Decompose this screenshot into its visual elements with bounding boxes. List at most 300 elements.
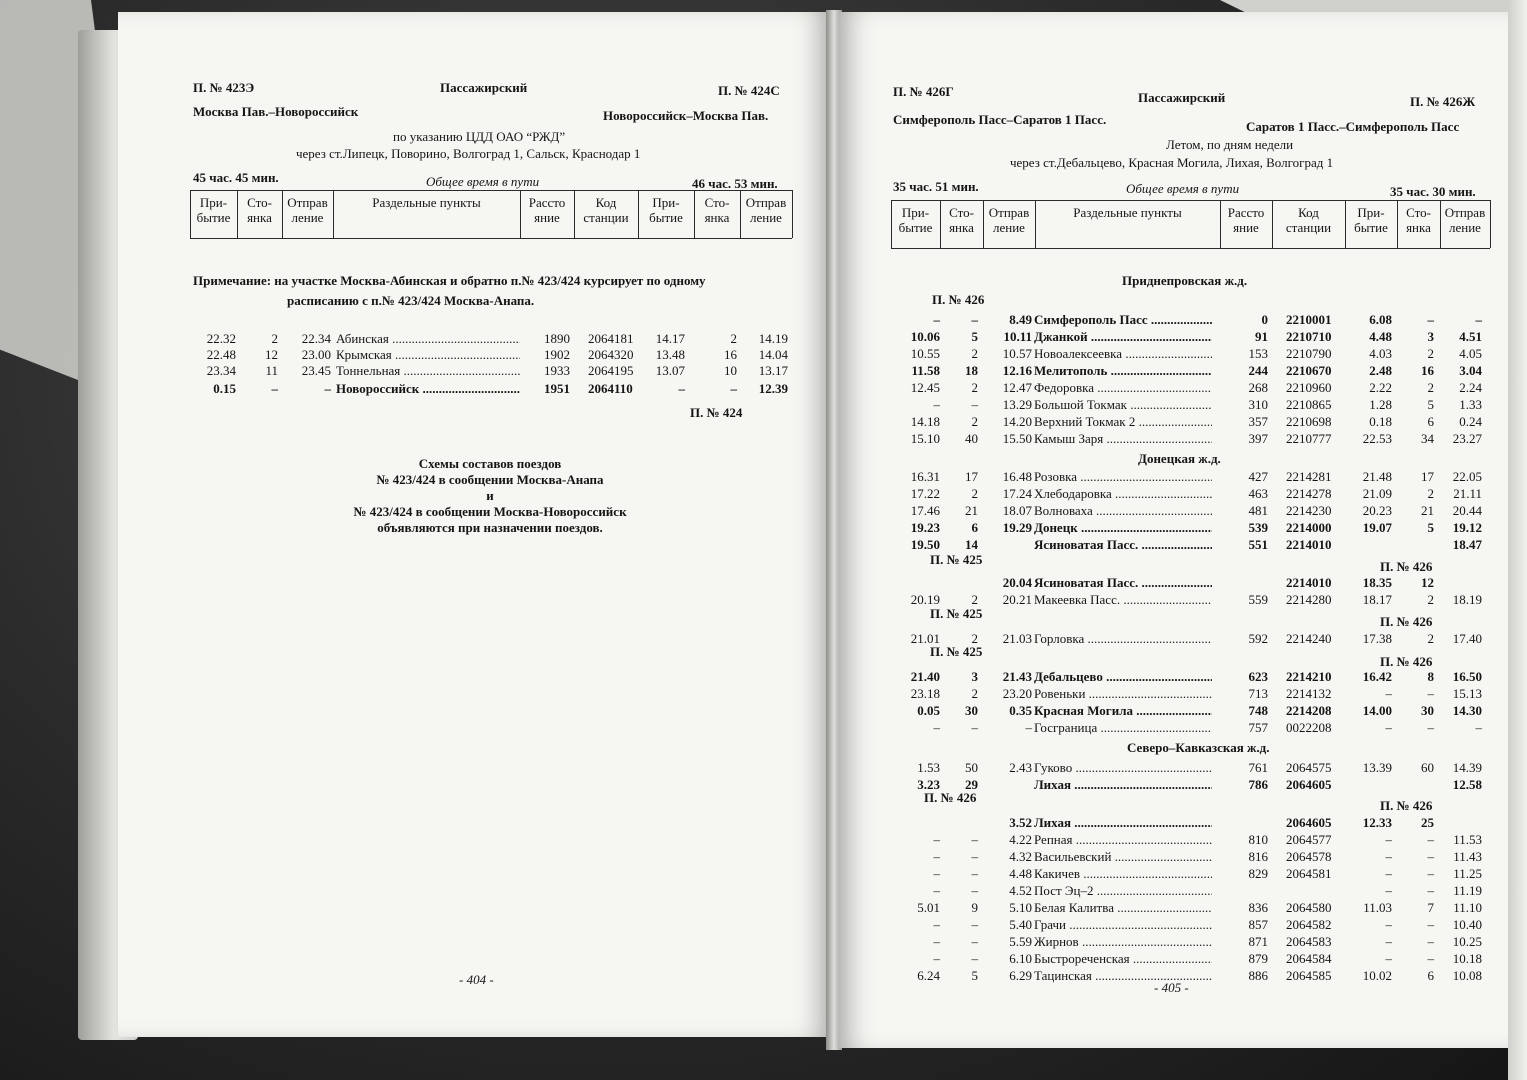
distance: 1890	[544, 331, 570, 346]
page-number-right: - 405 -	[1154, 980, 1189, 995]
departure-time-return: 16.50	[1452, 669, 1482, 684]
departure-time-return: 14.30	[1452, 703, 1482, 718]
travel-time-left: 35 час. 51 мин.	[893, 179, 979, 194]
train-label: П. № 426	[1380, 654, 1433, 669]
arrival-time-return: 16.42	[1362, 669, 1392, 684]
station-name: Розовка .....	[1034, 469, 1212, 484]
departure-time: 23.45	[301, 363, 331, 378]
arrival-time-return: 2.22	[1369, 380, 1392, 395]
departure-time-return: –	[1475, 720, 1482, 735]
arrival-time: 23.34	[206, 363, 236, 378]
header-divider	[333, 190, 334, 238]
arrival-time: 20.19	[910, 592, 940, 607]
station-name: Ясиноватая Пасс. .....	[1034, 537, 1212, 552]
station-name: Донецк .....	[1034, 520, 1212, 535]
column-header: Сто-янка	[704, 195, 730, 225]
station-code: 2210670	[1286, 363, 1332, 378]
station-code: 2214230	[1286, 503, 1332, 518]
stop-duration-return: 8	[1427, 669, 1434, 684]
stop-duration: 21	[965, 503, 978, 518]
stop-duration-return: 7	[1427, 900, 1434, 915]
train-label: П. № 426	[1380, 559, 1433, 574]
arrival-time-return: –	[1385, 832, 1392, 847]
stop-duration: 2	[271, 331, 278, 346]
route-right: Новороссийск–Москва Пав.	[603, 108, 769, 123]
arrival-time-return: –	[1385, 934, 1392, 949]
column-header: Сто-янка	[949, 205, 974, 235]
stop-duration: –	[971, 934, 978, 949]
station-code: 2064578	[1286, 849, 1332, 864]
station-name: Лихая .....	[1034, 777, 1212, 792]
stop-duration-return: 2	[1427, 380, 1434, 395]
distance: 268	[1248, 380, 1268, 395]
arrival-time-return: 21.09	[1362, 486, 1392, 501]
distance: 559	[1248, 592, 1268, 607]
arrival-time: –	[933, 917, 940, 932]
station-name: Джанкой .....	[1034, 329, 1212, 344]
header-divider	[940, 200, 941, 248]
departure-time: 4.48	[1009, 866, 1032, 881]
remark-line-2: расписанию с п.№ 423/424 Москва-Анапа.	[287, 293, 535, 308]
station-name: Лихая .....	[1034, 815, 1212, 830]
stop-duration: –	[971, 917, 978, 932]
stop-duration-return: 30	[1421, 703, 1434, 718]
header-rule-top	[190, 190, 792, 191]
arrival-time-return: 17.38	[1362, 631, 1392, 646]
stop-duration-return: 17	[1421, 469, 1434, 484]
scheme-line-2: № 423/424 в сообщении Москва-Анапа	[376, 472, 604, 487]
departure-time-return: 10.18	[1452, 951, 1482, 966]
station-code: 2064605	[1286, 815, 1332, 830]
station-code: 2064581	[1286, 866, 1332, 881]
stop-duration-return: 6	[1427, 414, 1434, 429]
stop-duration: 2	[971, 346, 978, 361]
column-header: Отправ ление	[745, 195, 787, 225]
arrival-time: 11.58	[911, 363, 940, 378]
arrival-time: –	[933, 849, 940, 864]
departure-time: 18.07	[1002, 503, 1032, 518]
arrival-time: –	[933, 720, 940, 735]
stop-duration-return: 34	[1421, 431, 1434, 446]
departure-time-return: 19.12	[1452, 520, 1482, 535]
station-name: Хлебодаровка .....	[1034, 486, 1212, 501]
scheme-line-4: № 423/424 в сообщении Москва-Новороссийск	[353, 504, 627, 519]
header-divider	[1272, 200, 1273, 248]
scheme-line-1: Схемы составов поездов	[418, 456, 562, 471]
station-code: 2214240	[1286, 631, 1332, 646]
departure-time-return: 10.08	[1452, 968, 1482, 983]
station-code: 2210001	[1286, 312, 1332, 327]
arrival-time-return: –	[678, 381, 685, 396]
note-line-2: через ст.Липецк, Поворино, Волгоград 1, Сальск, Краснодар 1	[296, 146, 641, 161]
arrival-time-return: –	[1385, 866, 1392, 881]
stop-duration-return: –	[1427, 686, 1434, 701]
departure-time: 8.49	[1009, 312, 1032, 327]
arrival-time-return: 14.00	[1362, 703, 1392, 718]
station-code: 2210710	[1286, 329, 1332, 344]
header-rule-bottom	[190, 238, 792, 239]
arrival-time-return: 2.48	[1369, 363, 1392, 378]
departure-time-return: 11.43	[1453, 849, 1482, 864]
header-divider	[792, 190, 793, 238]
arrival-time-return: –	[1385, 720, 1392, 735]
departure-time: 5.59	[1009, 934, 1032, 949]
station-code: 2210698	[1286, 414, 1332, 429]
distance: 153	[1248, 346, 1268, 361]
station-name: Красная Могила .....	[1034, 703, 1212, 718]
station-code: 2064195	[588, 363, 634, 378]
departure-time: 5.40	[1009, 917, 1032, 932]
arrival-time-return: 19.07	[1362, 520, 1392, 535]
distance: 879	[1248, 951, 1268, 966]
stop-duration-return: 3	[1427, 329, 1434, 344]
arrival-time-return: 1.28	[1369, 397, 1392, 412]
stop-duration: –	[971, 832, 978, 847]
train-label: П. № 425	[930, 606, 983, 621]
travel-time-label: Общее время в пути	[1126, 181, 1240, 196]
distance: 463	[1248, 486, 1268, 501]
station-name: Пост Эц–2 .....	[1034, 883, 1212, 898]
arrival-time-return: 4.03	[1369, 346, 1392, 361]
arrival-time: –	[933, 951, 940, 966]
arrival-time: 21.01	[910, 631, 940, 646]
station-name: Новоалексеевка .....	[1034, 346, 1212, 361]
arrival-time-return: 21.48	[1362, 469, 1392, 484]
arrival-time: –	[933, 866, 940, 881]
arrival-time-return: 20.23	[1362, 503, 1392, 518]
column-header: Раздельные пункты	[372, 195, 481, 210]
stop-duration: 5	[971, 968, 978, 983]
stop-duration-return: –	[1427, 934, 1434, 949]
departure-time: 4.32	[1009, 849, 1032, 864]
distance: 1902	[544, 347, 570, 362]
distance: 0	[1261, 312, 1268, 327]
stop-duration-return: 5	[1427, 520, 1434, 535]
train-label: П. № 425	[930, 552, 983, 567]
station-code: 2210960	[1286, 380, 1332, 395]
header-divider	[638, 190, 639, 238]
arrival-time: 0.15	[213, 381, 236, 396]
departure-time-return: 11.53	[1453, 832, 1482, 847]
station-code: 2064110	[588, 381, 633, 396]
column-header: При-бытие	[1354, 205, 1388, 235]
arrival-time: –	[933, 832, 940, 847]
departure-time: 5.10	[1009, 900, 1032, 915]
arrival-time: 6.24	[917, 968, 940, 983]
travel-time-left: 45 час. 45 мин.	[193, 170, 279, 185]
stop-duration: 9	[971, 900, 978, 915]
column-header: Сто-янка	[1406, 205, 1431, 235]
arrival-time: –	[933, 934, 940, 949]
distance: 91	[1255, 329, 1268, 344]
arrival-time-return: –	[1385, 883, 1392, 898]
stop-duration-return: –	[1427, 883, 1434, 898]
departure-time: 21.43	[1002, 669, 1032, 684]
distance: 551	[1248, 537, 1268, 552]
departure-time-return: 0.24	[1459, 414, 1482, 429]
train-reference: П. № 424	[690, 405, 743, 420]
departure-time-return: 14.19	[758, 331, 788, 346]
arrival-time: –	[933, 312, 940, 327]
departure-time: 20.04	[1002, 575, 1032, 590]
header-divider	[891, 200, 892, 248]
arrival-time-return: –	[1385, 917, 1392, 932]
station-name: Госграница .....	[1034, 720, 1212, 735]
stop-duration: 12	[265, 347, 278, 362]
station-name: Абинская .....	[336, 331, 520, 346]
stop-duration: 40	[965, 431, 978, 446]
travel-time-right: 35 час. 30 мин.	[1390, 184, 1476, 199]
station-code: 2064582	[1286, 917, 1332, 932]
stop-duration: 2	[971, 414, 978, 429]
departure-time: 20.21	[1002, 592, 1032, 607]
column-header: Отправ ление	[988, 205, 1030, 235]
departure-time: 17.24	[1002, 486, 1032, 501]
section-donetskaya: Донецкая ж.д.	[1138, 451, 1221, 466]
arrival-time: 16.31	[910, 469, 940, 484]
train-category: Пассажирский	[440, 80, 528, 95]
stop-duration-return: –	[1427, 917, 1434, 932]
station-name: Крымская .....	[336, 347, 520, 362]
station-name: Жирнов .....	[1034, 934, 1212, 949]
distance: 1951	[544, 381, 570, 396]
stop-duration-return: –	[1427, 832, 1434, 847]
station-code: 2214010	[1286, 537, 1332, 552]
stop-duration-return: 10	[724, 363, 737, 378]
departure-time-return: –	[1475, 312, 1482, 327]
stop-duration: 29	[965, 777, 978, 792]
station-code: 2214210	[1286, 669, 1332, 684]
arrival-time-return: 10.02	[1362, 968, 1392, 983]
arrival-time: –	[933, 397, 940, 412]
station-name: Симферополь Пасс .....	[1034, 312, 1212, 327]
header-rule-top	[891, 200, 1490, 201]
arrival-time-return: 4.48	[1369, 329, 1392, 344]
distance: 397	[1248, 431, 1268, 446]
arrival-time-return: –	[1385, 951, 1392, 966]
page-edge-right	[1508, 0, 1527, 1080]
departure-time: 3.52	[1009, 815, 1032, 830]
departure-time-return: 14.04	[758, 347, 788, 362]
departure-time: 10.57	[1002, 346, 1032, 361]
departure-time-return: 23.27	[1452, 431, 1482, 446]
distance: 786	[1248, 777, 1268, 792]
stop-duration-return: 2	[1427, 592, 1434, 607]
station-name: Большой Токмак .....	[1034, 397, 1212, 412]
stop-duration-return: –	[730, 381, 737, 396]
station-code: 2064575	[1286, 760, 1332, 775]
station-name: Дебальцево .....	[1034, 669, 1212, 684]
stop-duration: 18	[965, 363, 978, 378]
arrival-time-return: 14.17	[655, 331, 685, 346]
departure-time: 19.29	[1002, 520, 1032, 535]
stop-duration: 30	[965, 703, 978, 718]
station-code: 2064605	[1286, 777, 1332, 792]
station-name: Федоровка .....	[1034, 380, 1212, 395]
departure-time-return: 10.40	[1452, 917, 1482, 932]
departure-time: 10.11	[1003, 329, 1032, 344]
station-code: 2064583	[1286, 934, 1332, 949]
departure-time: 22.34	[301, 331, 331, 346]
departure-time-return: 21.11	[1453, 486, 1482, 501]
arrival-time-return: 13.48	[655, 347, 685, 362]
train-number-right: П. № 424С	[718, 83, 780, 98]
station-code: 2064181	[588, 331, 634, 346]
arrival-time-return: –	[1385, 849, 1392, 864]
train-category: Пассажирский	[1138, 90, 1226, 105]
station-name: Тацинская .....	[1034, 968, 1212, 983]
station-code: 2214208	[1286, 703, 1332, 718]
arrival-time: 14.18	[910, 414, 940, 429]
scheme-line-5: объявляются при назначении поездов.	[377, 520, 603, 535]
stop-duration: 3	[971, 669, 978, 684]
column-header: Код станции	[583, 195, 629, 225]
stop-duration: 2	[971, 592, 978, 607]
distance: 592	[1248, 631, 1268, 646]
departure-time-return: 13.17	[758, 363, 788, 378]
stop-duration-return: 2	[1427, 486, 1434, 501]
stop-duration: –	[971, 397, 978, 412]
stop-duration: –	[271, 381, 278, 396]
header-divider	[282, 190, 283, 238]
distance: 623	[1248, 669, 1268, 684]
departure-time: 2.43	[1009, 760, 1032, 775]
departure-time-return: 11.10	[1453, 900, 1482, 915]
departure-time-return: 11.19	[1453, 883, 1482, 898]
stop-duration: 2	[971, 631, 978, 646]
travel-time-label: Общее время в пути	[426, 174, 540, 189]
station-code: 2214281	[1286, 469, 1332, 484]
stop-duration-return: –	[1427, 312, 1434, 327]
train-number-right: П. № 426Ж	[1410, 94, 1476, 109]
distance: 481	[1248, 503, 1268, 518]
station-code: 2214132	[1286, 686, 1332, 701]
stop-duration-return: 2	[1427, 346, 1434, 361]
stop-duration: –	[971, 849, 978, 864]
arrival-time-return: 0.18	[1369, 414, 1392, 429]
column-header: Рассто яние	[528, 195, 566, 225]
departure-time: 15.50	[1002, 431, 1032, 446]
header-rule-bottom	[891, 248, 1490, 249]
station-name: Макеевка Пасс. .....	[1034, 592, 1212, 607]
arrival-time-return: 6.08	[1369, 312, 1392, 327]
arrival-time: 17.46	[910, 503, 940, 518]
route-right: Саратов 1 Пасс.–Симферополь Пасс	[1246, 119, 1460, 134]
station-name: Волноваха .....	[1034, 503, 1212, 518]
header-divider	[983, 200, 984, 248]
stop-duration-return: 21	[1421, 503, 1434, 518]
stop-duration: –	[971, 883, 978, 898]
column-header: Отправ ление	[287, 195, 328, 225]
arrival-time: 19.23	[910, 520, 940, 535]
distance: 810	[1248, 832, 1268, 847]
stop-duration-return: –	[1427, 951, 1434, 966]
train-label: П. № 426	[1380, 614, 1433, 629]
scheme-line-3: и	[486, 488, 494, 503]
departure-time-return: 4.51	[1459, 329, 1482, 344]
departure-time: 21.03	[1002, 631, 1032, 646]
station-code: 2214280	[1286, 592, 1332, 607]
station-name: Горловка .....	[1034, 631, 1212, 646]
remark-line-1: Примечание: на участке Москва-Абинская и обратно п.№ 423/424 курсирует по одному	[193, 273, 706, 288]
distance: 829	[1248, 866, 1268, 881]
arrival-time: 10.55	[910, 346, 940, 361]
header-divider	[1397, 200, 1398, 248]
stop-duration: 11	[265, 363, 278, 378]
arrival-time-return: –	[1385, 686, 1392, 701]
station-code: 2210865	[1286, 397, 1332, 412]
stop-duration-return: 60	[1421, 760, 1434, 775]
arrival-time: 10.06	[910, 329, 940, 344]
arrival-time: –	[933, 883, 940, 898]
arrival-time-return: 13.39	[1362, 760, 1392, 775]
departure-time: –	[324, 381, 331, 396]
stop-duration-return: 25	[1421, 815, 1434, 830]
station-name: Мелитополь .....	[1034, 363, 1212, 378]
stop-duration-return: 16	[1421, 363, 1434, 378]
distance: 244	[1248, 363, 1268, 378]
arrival-time: 19.50	[910, 537, 940, 552]
arrival-time: 17.22	[910, 486, 940, 501]
departure-time-return: 12.58	[1452, 777, 1482, 792]
station-code: 2064584	[1286, 951, 1332, 966]
distance: 886	[1248, 968, 1268, 983]
departure-time-return: 3.04	[1459, 363, 1482, 378]
departure-time-return: 18.19	[1452, 592, 1482, 607]
arrival-time: 3.23	[917, 777, 940, 792]
stop-duration: 2	[971, 486, 978, 501]
departure-time: 4.52	[1009, 883, 1032, 898]
header-divider	[1220, 200, 1221, 248]
arrival-time: 1.53	[917, 760, 940, 775]
station-code: 2064577	[1286, 832, 1332, 847]
distance: 761	[1248, 760, 1268, 775]
departure-time-return: 10.25	[1452, 934, 1482, 949]
header-divider	[1440, 200, 1441, 248]
column-header: Сто-янка	[247, 195, 272, 225]
departure-time-return: 20.44	[1452, 503, 1482, 518]
section-severo-kavkazskaya: Северо–Кавказская ж.д.	[1127, 740, 1270, 755]
station-code: 0022208	[1286, 720, 1332, 735]
station-name: Гуково .....	[1034, 760, 1212, 775]
station-code: 2214278	[1286, 486, 1332, 501]
station-code: 2214000	[1286, 520, 1332, 535]
station-code: 2214010	[1286, 575, 1332, 590]
station-name: Грачи .....	[1034, 917, 1212, 932]
note-line-1: по указанию ЦДД ОАО “РЖД”	[393, 129, 566, 144]
arrival-time-return: 13.07	[655, 363, 685, 378]
distance: 427	[1248, 469, 1268, 484]
arrival-time: 22.48	[206, 347, 236, 362]
distance: 310	[1248, 397, 1268, 412]
stop-duration-return: –	[1427, 866, 1434, 881]
train-number-left: П. № 423Э	[193, 80, 255, 95]
departure-time-return: 1.33	[1459, 397, 1482, 412]
header-divider	[1345, 200, 1346, 248]
header-divider	[574, 190, 575, 238]
departure-time: 6.29	[1009, 968, 1032, 983]
arrival-time: 21.40	[910, 669, 940, 684]
departure-time: 6.10	[1009, 951, 1032, 966]
station-name: Васильевский .....	[1034, 849, 1212, 864]
route-left: Симферополь Пасс–Саратов 1 Пасс.	[893, 112, 1107, 127]
column-header: При-бытие	[898, 205, 933, 235]
station-name: Быстрореченская .....	[1034, 951, 1212, 966]
arrival-time: 12.45	[910, 380, 940, 395]
departure-time-return: 14.39	[1452, 760, 1482, 775]
stop-duration: 17	[965, 469, 978, 484]
departure-time: 12.16	[1002, 363, 1032, 378]
